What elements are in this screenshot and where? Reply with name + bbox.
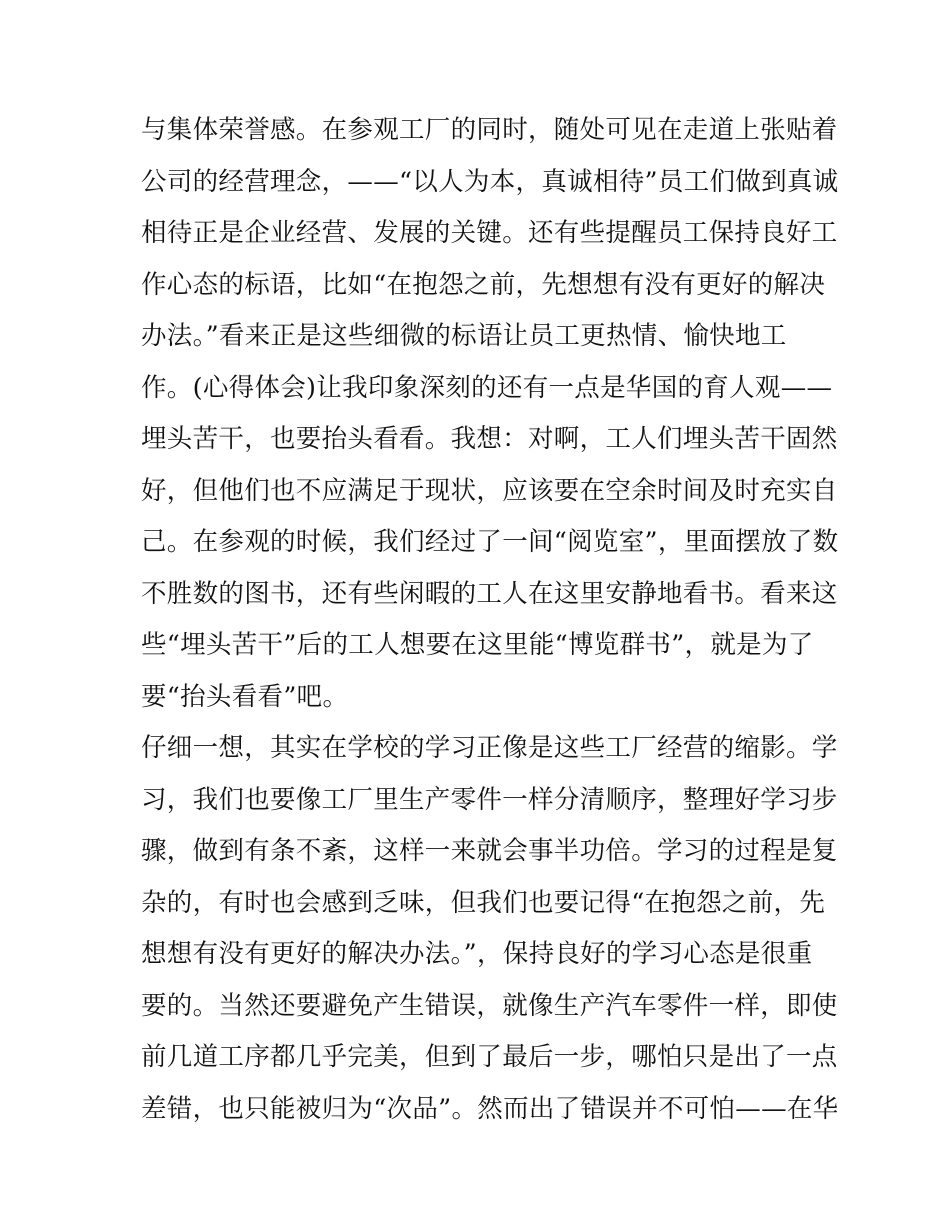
text-line: 骤，做到有条不紊，这样一来就会事半功倍。学习的过程是复 xyxy=(141,836,838,866)
text-line: 差错，也只能被归为“次品”。然而出了错误并不可怕——在华 xyxy=(141,1093,839,1124)
text-line: 要的。当然还要避免产生错误，就像生产汽车零件一样，即使 xyxy=(141,990,838,1021)
text-line: 己。在参观的时候，我们经过了一间“阅览室”，里面摆放了数 xyxy=(141,527,839,557)
text-line: 要“抬头看看”吧。 xyxy=(141,681,349,712)
text-line: 杂的，有时也会感到乏味，但我们也要记得“在抱怨之前，先 xyxy=(141,887,826,918)
text-line: 与集体荣誉感。在参观工厂的同时，随处可见在走道上张贴着 xyxy=(141,115,838,145)
text-line: 想想有没有更好的解决办法。”，保持良好的学习心态是很重 xyxy=(141,939,813,969)
text-line: 作。(心得体会)让我印象深刻的还有一点是华国的育人观—— xyxy=(141,372,833,403)
body-text xyxy=(141,110,839,1140)
text-line: 作心态的标语，比如“在抱怨之前，先想想有没有更好的解决 xyxy=(141,269,826,300)
text-line: 埋头苦干，也要抬头看看。我想：对啊，工人们埋头苦干固然 xyxy=(141,424,838,454)
text-line: 好，但他们也不应满足于现状，应该要在空余时间及时充实自 xyxy=(141,475,838,506)
text-line: 办法。”看来正是这些细微的标语让员工更热情、愉快地工 xyxy=(141,321,787,351)
text-line: 相待正是企业经营、发展的关键。还有些提醒员工保持良好工 xyxy=(141,218,838,248)
text-line: 些“埋头苦干”后的工人想要在这里能“博览群书”，就是为了 xyxy=(141,630,814,660)
text-line: 公司的经营理念，——“以人为本，真诚相待”员工们做到真诚 xyxy=(141,166,839,197)
text-line: 不胜数的图书，还有些闲暇的工人在这里安静地看书。看来这 xyxy=(141,578,838,609)
text-line: 仔细一想，其实在学校的学习正像是这些工厂经营的缩影。学 xyxy=(141,733,838,763)
text-line: 习，我们也要像工厂里生产零件一样分清顺序，整理好学习步 xyxy=(141,784,838,815)
text-line: 前几道工序都几乎完美，但到了最后一步，哪怕只是出了一点 xyxy=(141,1042,838,1072)
